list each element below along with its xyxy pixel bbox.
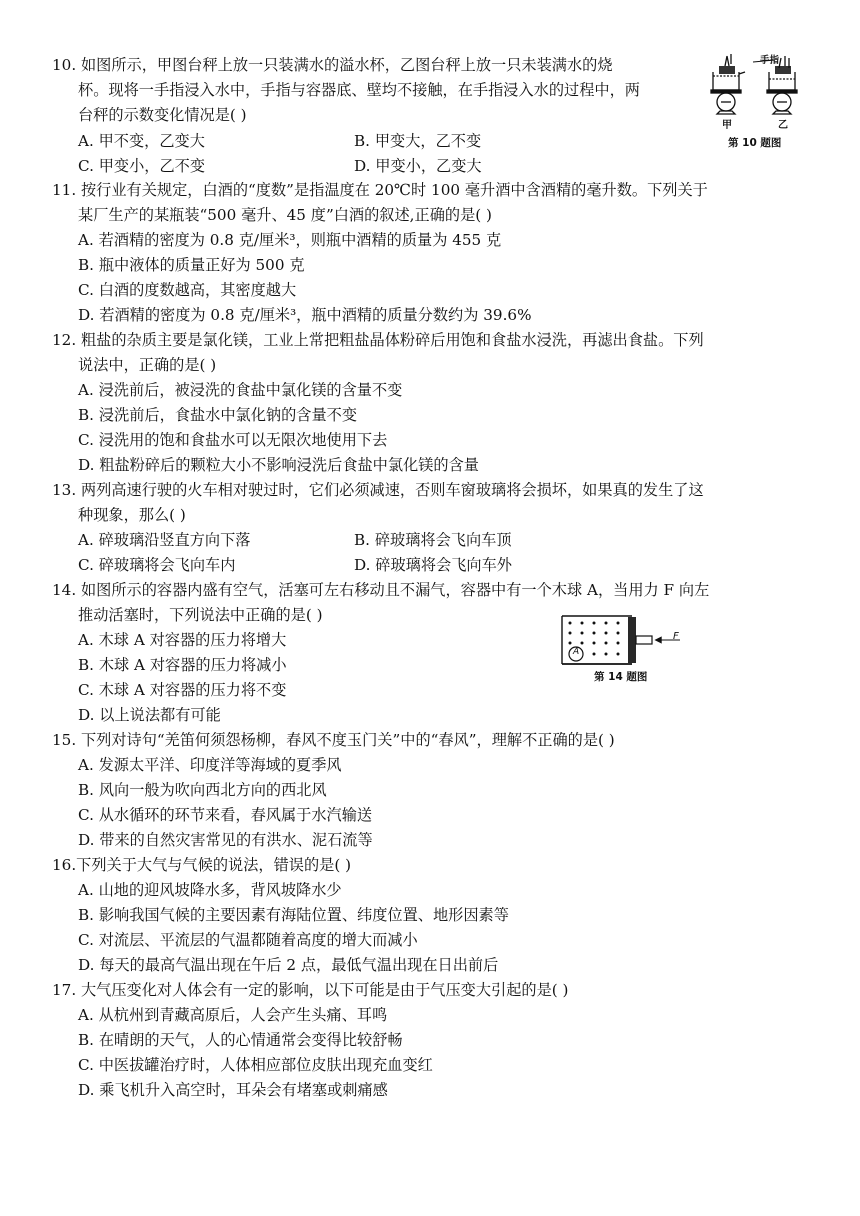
question-12-option-d: D. 粗盐粉碎后的颗粒大小不影响浸洗后食盐中氯化镁的含量 (78, 456, 479, 474)
question-12-option-c: C. 浸洗用的饱和食盐水可以无限次地使用下去 (78, 431, 388, 449)
figure-14-caption: 第 14 题图 (594, 671, 648, 683)
question-10-stem-line-3: 台秤的示数变化情况是( ) (78, 106, 247, 124)
question-13-option-b: B. 碎玻璃将会飞向车顶 (354, 531, 512, 549)
figure-14-force-label: F (673, 631, 679, 642)
question-10-option-a: A. 甲不变，乙变大 (78, 132, 205, 150)
question-10-option-b: B. 甲变大，乙不变 (354, 132, 482, 150)
question-16-option-d: D. 每天的最高气温出现在午后 2 点，最低气温出现在日出前后 (78, 956, 499, 974)
question-11-option-d: D. 若酒精的密度为 0.8 克/厘米³，瓶中酒精的质量分数约为 39.6% (78, 306, 532, 324)
question-16-option-a: A. 山地的迎风坡降水多，背风坡降水少 (78, 881, 342, 899)
question-11-option-b: B. 瓶中液体的质量正好为 500 克 (78, 256, 305, 274)
question-13-stem-line-2: 种现象，那么( ) (78, 506, 186, 524)
figure-10-label-yi: 乙 (778, 120, 788, 131)
question-16-option-c: C. 对流层、平流层的气温都随着高度的增大而减小 (78, 931, 418, 949)
question-14-stem-line-2: 推动活塞时，下列说法中正确的是( ) (78, 606, 323, 624)
question-10-option-c: C. 甲变小，乙不变 (78, 157, 206, 175)
question-13-option-d: D. 碎玻璃将会飞向车外 (354, 556, 512, 574)
question-17-stem-line-1: 17. 大气压变化对人体会有一定的影响，以下可能是由于气压变大引起的是( ) (52, 981, 569, 999)
question-14-option-a: A. 木球 A 对容器的压力将增大 (78, 631, 287, 649)
question-10-stem-line-2: 杯。现将一手指浸入水中，手指与容器底、壁均不接触，在手指浸入水的过程中，两 (78, 81, 640, 99)
question-14-stem-line-1: 14. 如图所示的容器内盛有空气，活塞可左右移动且不漏气，容器中有一个木球 A，当用力 F 向左 (52, 581, 710, 599)
question-16-option-b: B. 影响我国气候的主要因素有海陆位置、纬度位置、地形因素等 (78, 906, 509, 924)
question-13-option-c: C. 碎玻璃将会飞向车内 (78, 556, 236, 574)
question-11-stem-line-2: 某厂生产的某瓶装“500 毫升、45 度”白酒的叙述,正确的是( ) (78, 206, 492, 224)
question-14-option-b: B. 木球 A 对容器的压力将减小 (78, 656, 287, 674)
figure-10-label-jia: 甲 (722, 120, 732, 131)
figure-10-caption: 第 10 题图 (728, 137, 782, 149)
question-12-stem-line-1: 12. 粗盐的杂质主要是氯化镁，工业上常把粗盐晶体粉碎后用饱和食盐水浸洗，再滤出食盐。下列 (52, 331, 704, 349)
question-15-option-d: D. 带来的自然灾害常见的有洪水、泥石流等 (78, 831, 373, 849)
question-17-option-b: B. 在晴朗的天气，人的心情通常会变得比较舒畅 (78, 1031, 403, 1049)
question-14-option-d: D. 以上说法都有可能 (78, 706, 221, 724)
question-12-option-b: B. 浸洗前后，食盐水中氯化钠的含量不变 (78, 406, 358, 424)
question-17-option-d: D. 乘飞机升入高空时，耳朵会有堵塞或刺痛感 (78, 1081, 388, 1099)
figure-10-finger-label: 手指 (760, 55, 780, 66)
question-15-stem-line-1: 15. 下列对诗句“羌笛何须怨杨柳，春风不度玉门关”中的“春风”，理解不正确的是( ) (52, 731, 615, 749)
question-12-option-a: A. 浸洗前后，被浸洗的食盐中氯化镁的含量不变 (78, 381, 403, 399)
question-10-option-d: D. 甲变小，乙变大 (354, 157, 482, 175)
question-11-stem-line-1: 11. 按行业有关规定，白酒的“度数”是指温度在 20℃时 100 毫升酒中含酒精的毫升数。下列关于 (52, 181, 708, 199)
figure-14-container-diagram (560, 614, 685, 666)
question-17-option-c: C. 中医拔罐治疗时，人体相应部位皮肤出现充血变红 (78, 1056, 433, 1074)
question-14-option-c: C. 木球 A 对容器的压力将不变 (78, 681, 287, 699)
figure-14-ball-label: A (573, 647, 580, 657)
question-13-option-a: A. 碎玻璃沿竖直方向下落 (78, 531, 251, 549)
question-16-stem-line-1: 16.下列关于大气与气候的说法，错误的是( ) (52, 856, 352, 874)
question-15-option-b: B. 风向一般为吹向西北方向的西北风 (78, 781, 327, 799)
question-15-option-a: A. 发源太平洋、印度洋等海域的夏季风 (78, 756, 342, 774)
question-12-stem-line-2: 说法中，正确的是( ) (78, 356, 217, 374)
question-17-option-a: A. 从杭州到青藏高原后，人会产生头痛、耳鸣 (78, 1006, 388, 1024)
question-15-option-c: C. 从水循环的环节来看，春风属于水汽输送 (78, 806, 373, 824)
question-11-option-c: C. 白酒的度数越高，其密度越大 (78, 281, 297, 299)
question-10-stem-line-1: 10. 如图所示，甲图台秤上放一只装满水的溢水杯，乙图台秤上放一只未装满水的烧 (52, 56, 613, 74)
question-11-option-a: A. 若酒精的密度为 0.8 克/厘米³，则瓶中酒精的质量为 455 克 (78, 231, 502, 249)
question-13-stem-line-1: 13. 两列高速行驶的火车相对驶过时，它们必须减速，否则车窗玻璃将会损坏，如果真的发生了这 (52, 481, 704, 499)
